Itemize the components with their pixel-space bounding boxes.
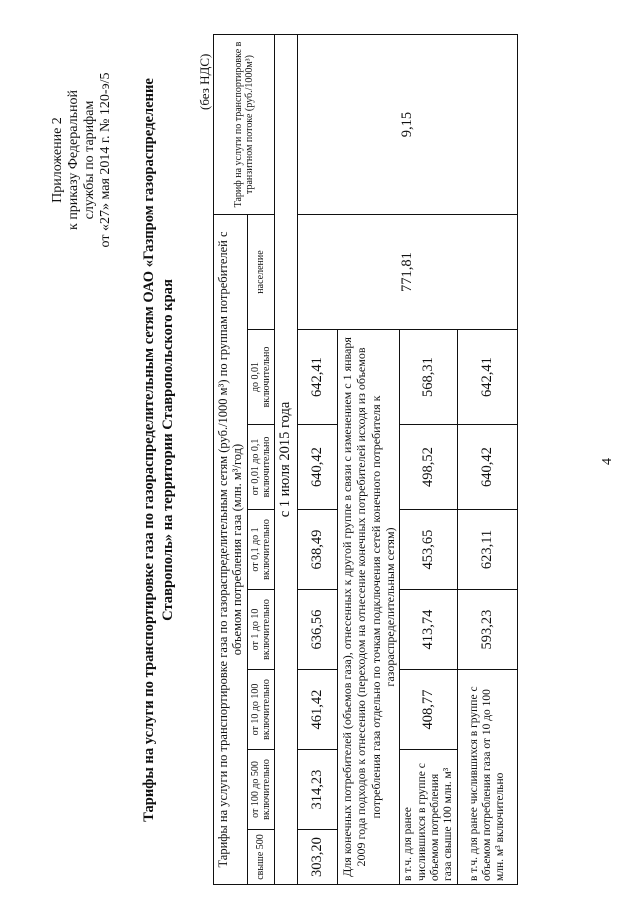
group-header-10-100: от 10 до 100 включительно [247, 670, 274, 750]
value-10-100: 461,42 [297, 670, 337, 750]
document-title [140, 35, 178, 865]
value-100-500: 314,23 [297, 750, 337, 830]
group-header-over-500: свыше 500 [247, 830, 274, 885]
subgroup-2-value-2: 623,11 [458, 510, 518, 590]
group-header-0-1-1: от 0,1 до 1 включительно [247, 510, 274, 590]
group-header-0-01-0-1: от 0,01 до 0,1 включительно [247, 425, 274, 510]
appendix-header [50, 40, 114, 280]
subgroup-2-value-4: 642,41 [458, 330, 518, 425]
group-header-1-10: от 1 до 10 включительно [247, 590, 274, 670]
title-line-1: Тарифы на услуги по транспортировке газа по газораспределительным сетям ОАО «Газпром газораспределение [141, 78, 157, 822]
tariff-values-row [297, 35, 337, 885]
group-header-100-500: от 100 до 500 включительно [247, 750, 274, 830]
value-0-01-0-1: 640,42 [297, 425, 337, 510]
main-header-cell: Тарифы на услуги по транспортировке газа по газораспределительным сетям (руб./1000 м³) по группам потребителей с объемом потребления газа (млн. м³/год) [214, 215, 248, 885]
subgroup-1-value-1: 408,77 [400, 670, 458, 750]
appendix-line-1: Приложение 2 [50, 117, 65, 203]
appendix-line-4: от «27» мая 2014 г. № 120-э/5 [98, 72, 113, 248]
no-vat-label: (без НДС) [197, 53, 212, 110]
page-number: 4 [600, 458, 615, 465]
note-cell: Для конечных потребителей (объемов газа), отнесенных к другой группе в связи с изменением с 1 января 2009 года подходов к отнесению (переходом на отнесение конечных потребителей исходя из объемов потребления газа отдельно по точкам подключения сетей конечного потребителя к газораспределительным сетям) [337, 330, 400, 885]
value-0-1-1: 638,49 [297, 510, 337, 590]
appendix-line-2: к приказу Федеральной [66, 90, 81, 230]
appendix-line-3: службы по тарифам [82, 100, 97, 220]
group-header-population: население [247, 215, 274, 330]
subgroup-2-value-3: 640,42 [458, 425, 518, 510]
group-header-up-to-0-01: до 0,01 включительно [247, 330, 274, 425]
subgroup-1-value-4: 498,52 [400, 425, 458, 510]
subgroup-label-10-100: в т.ч. для ранее числившихся в группе с объемом потребления газа от 10 до 100 млн. м³ включительно [458, 670, 518, 885]
value-population: 771,81 [297, 215, 518, 330]
period-cell: с 1 июля 2015 года [274, 35, 297, 885]
value-transit: 9,15 [297, 35, 518, 215]
tariff-table [213, 34, 518, 885]
subgroup-1-value-5: 568,31 [400, 330, 458, 425]
table-header-row [214, 35, 248, 885]
subgroup-1-value-2: 413,74 [400, 590, 458, 670]
value-up-to-0-01: 642,41 [297, 330, 337, 425]
transit-header-cell: Тариф на услуги по транспортировке в транзитном потоке (руб./1000м³) [214, 35, 275, 215]
subgroup-1-value-3: 453,65 [400, 510, 458, 590]
period-row [274, 35, 297, 885]
value-1-10: 636,56 [297, 590, 337, 670]
value-over-500: 303,20 [297, 830, 337, 885]
title-line-2: Ставрополь» на территории Ставропольского края [160, 279, 176, 621]
subgroup-label-over-100: в т.ч. для ранее числившихся в группе с объемом потребления газа свыше 100 млн. м³ [400, 750, 458, 885]
subgroup-2-value-1: 593,23 [458, 590, 518, 670]
